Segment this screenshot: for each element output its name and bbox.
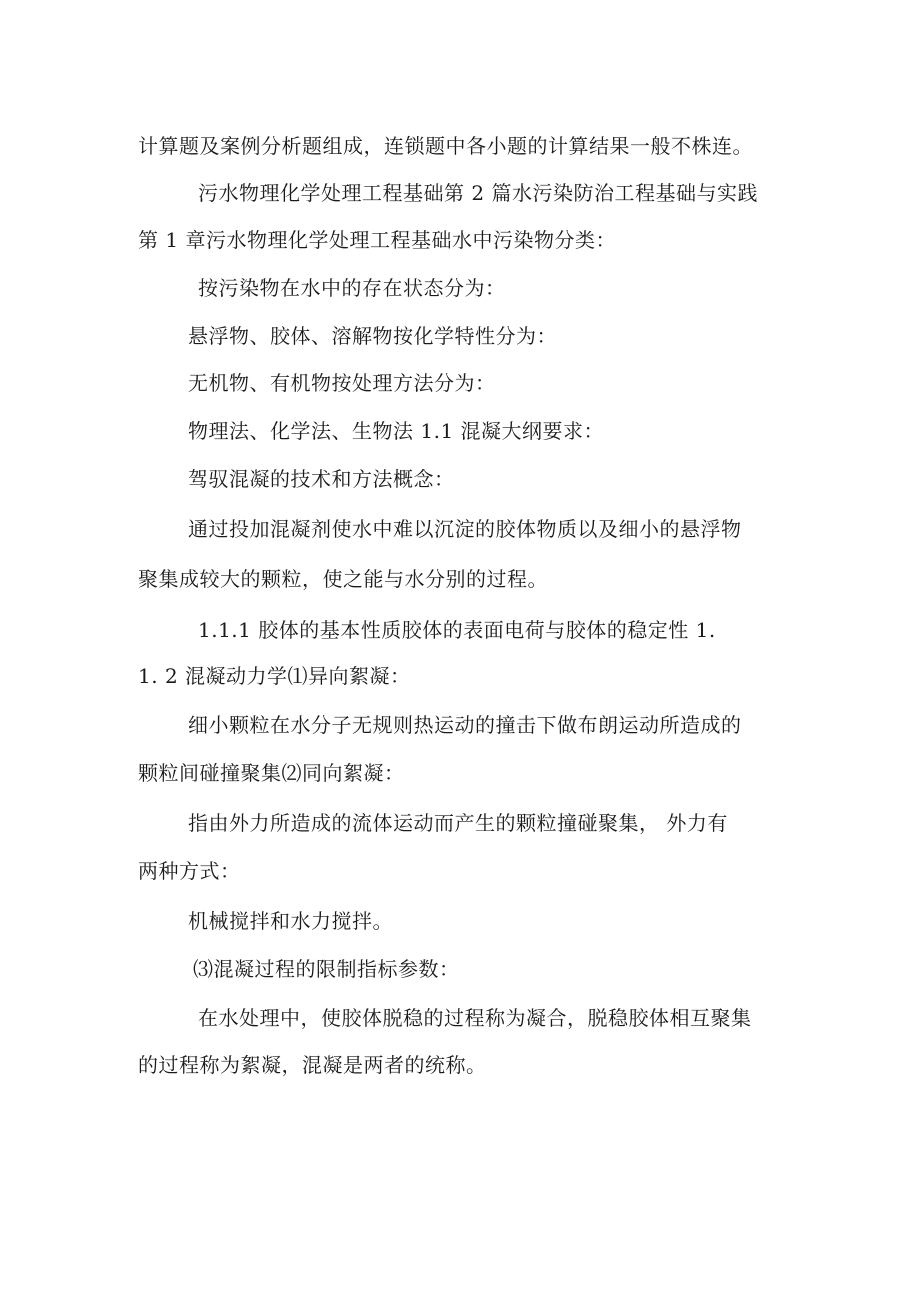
text-line-7: 物理法、化学法、生物法 1.1 混凝大纲要求： (188, 419, 605, 443)
text-line-4: 按污染物在水中的存在状态分为： (198, 276, 506, 300)
text-line-1: 计算题及案例分析题组成，连锁题中各小题的计算结果一般不株连。 (138, 134, 753, 158)
text-line-10: 聚集成较大的颗粒，使之能与水分别的过程。 (138, 567, 548, 591)
text-line-9: 通过投加混凝剂使水中难以沉淀的胶体物质以及细小的悬浮物 (188, 517, 742, 541)
text-line-8: 驾驭混凝的技术和方法概念： (188, 467, 455, 491)
text-line-20: 的过程称为絮凝，混凝是两者的统称。 (138, 1053, 487, 1077)
text-line-2: 污水物理化学处理工程基础第 2 篇水污染防治工程基础与实践 (198, 181, 758, 205)
text-line-5: 悬浮物、胶体、溶解物按化学特性分为： (188, 324, 557, 348)
text-line-15: 指由外力所造成的流体运动而产生的颗粒撞碰聚集， 外力有 (188, 811, 728, 835)
text-line-12: 1. 2 混凝动力学⑴异向絮凝： (138, 664, 411, 688)
text-line-19: 在水处理中，使胶体脱稳的过程称为凝合，脱稳胶体相互聚集 (198, 1006, 752, 1030)
text-line-17: 机械搅拌和水力搅拌。 (188, 909, 393, 933)
text-line-14: 颗粒间碰撞聚集⑵同向絮凝： (138, 761, 405, 785)
text-line-16: 两种方式： (138, 859, 241, 883)
text-line-3: 第 1 章污水物理化学处理工程基础水中污染物分类： (138, 228, 616, 252)
text-line-18: ⑶混凝过程的限制指标参数： (193, 957, 460, 981)
text-line-13: 细小颗粒在水分子无规则热运动的撞击下做布朗运动所造成的 (188, 713, 742, 737)
text-line-11: 1.1.1 胶体的基本性质胶体的表面电荷与胶体的稳定性 1. (198, 618, 716, 642)
text-line-6: 无机物、有机物按处理方法分为： (188, 371, 496, 395)
